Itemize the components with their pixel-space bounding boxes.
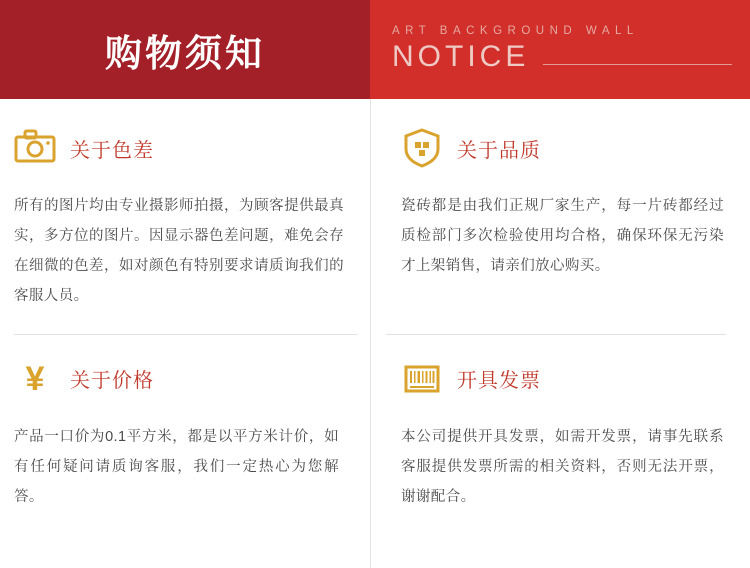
notice-grid (0, 99, 750, 568)
header-subtitle-block (370, 0, 750, 99)
section-body: 所有的图片均由专业摄影师拍摄，为顾客提供最真实，多方位的图片。因显示器色差问题，难免会存在细微的色差，如对颜色有特别要求请质询我们的客服人员。 (14, 198, 344, 304)
section-body: 本公司提供开具发票，如需开发票，请事先联系客服提供发票所需的相关资料，否则无法开票，谢谢配合。 (401, 428, 724, 505)
section-body: 产品一口价为0.1平方米，都是以平方米计价，如有任何疑问请质询客服，我们一定热心为您解答。 (14, 428, 339, 505)
header-notice-row (392, 40, 750, 74)
section-color-difference (0, 99, 375, 334)
section-title: 关于价格 (70, 370, 154, 392)
section-header (14, 358, 349, 400)
section-header (401, 358, 724, 400)
section-header (14, 127, 349, 169)
header-title-block (0, 0, 370, 99)
section-header (401, 127, 724, 169)
section-invoice (375, 334, 750, 568)
page-title: 购物须知 (105, 32, 265, 74)
header-sub-en: ART BACKGROUND WALL (392, 25, 639, 37)
header-notice-en: NOTICE (392, 40, 530, 73)
camera-icon (14, 127, 56, 169)
yen-glyph: ¥ (25, 359, 45, 398)
section-quality (375, 99, 750, 334)
section-body: 瓷砖都是由我们正规厂家生产，每一片砖都经过质检部门多次检验使用均合格，确保环保无污染才上架销售，请亲们放心购买。 (401, 198, 724, 274)
page-header (0, 0, 750, 99)
section-title: 开具发票 (457, 370, 541, 392)
header-divider-line (543, 64, 732, 65)
section-price (0, 334, 375, 568)
section-title: 关于品质 (457, 139, 541, 162)
invoice-icon (401, 358, 443, 400)
shield-quality-icon (401, 127, 443, 169)
section-title: 关于色差 (70, 139, 154, 162)
yen-price-icon (14, 358, 56, 400)
